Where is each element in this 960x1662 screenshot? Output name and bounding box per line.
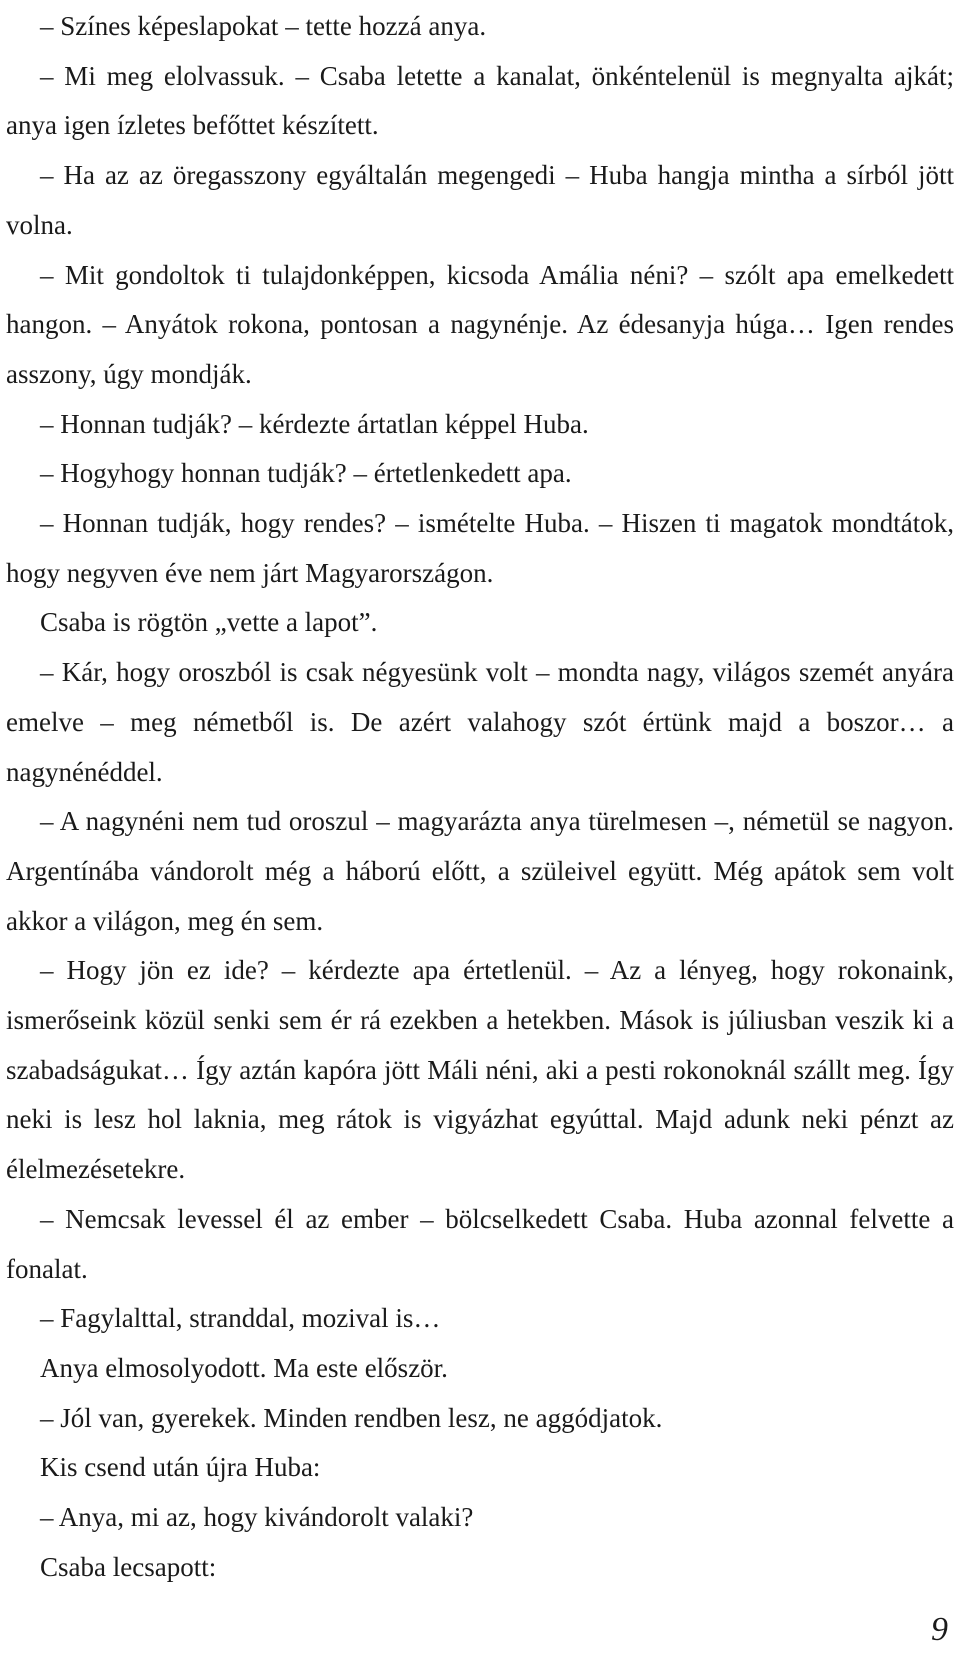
paragraph: – Mi meg elolvassuk. – Csaba letette a kanalat, önkéntelenül is megnyalta ajkát; anya igen ízletes befőttet készített. bbox=[6, 60, 954, 141]
page-number: 9 bbox=[931, 1611, 948, 1648]
paragraph: Csaba lecsapott: bbox=[40, 1551, 217, 1582]
paragraph: – Jól van, gyerekek. Minden rendben lesz, ne aggódjatok. bbox=[40, 1402, 663, 1433]
paragraph: – A nagynéni nem tud oroszul – magyarázta anya türelmesen –, németül se nagyon. Argentínába vándorolt még a háború előtt, a szüleivel együtt. Még apátok sem volt akkor a világon, meg én sem. bbox=[6, 806, 954, 936]
paragraph: – Mit gondoltok ti tulajdonképpen, kicsoda Amália néni? – szólt apa emelkedett hangon. – Anyátok rokona, pontosan a nagynénje. Az édesanyja húga… Igen rendes asszony, úgy mondják. bbox=[6, 259, 954, 389]
paragraph: – Honnan tudják? – kérdezte ártatlan képpel Huba. bbox=[40, 408, 589, 439]
body-text bbox=[6, 0, 954, 1593]
paragraph: – Hogyhogy honnan tudják? – értetlenkedett apa. bbox=[40, 458, 572, 489]
paragraph: Csaba is rögtön „vette a lapot”. bbox=[40, 607, 378, 638]
paragraph: Kis csend után újra Huba: bbox=[40, 1452, 321, 1483]
paragraph: – Hogy jön ez ide? – kérdezte apa értetlenül. – Az a lényeg, hogy rokonaink, ismerőseink közül senki sem ér rá ezekben a hetekben. Mások is júliusban veszik ki a szabadságukat… Így aztán kapóra jött Máli néni, aki a pesti rokonoknál szállt meg. Így neki is lesz hol laknia, meg rátok is vigyázhat egyúttal. Majd adunk neki pénzt az élelmezésetekre. bbox=[6, 955, 954, 1185]
paragraph: – Fagylalttal, stranddal, mozival is… bbox=[40, 1303, 441, 1334]
paragraph: – Anya, mi az, hogy kivándorolt valaki? bbox=[40, 1502, 474, 1533]
paragraph: – Színes képeslapokat – tette hozzá anya. bbox=[40, 11, 487, 41]
paragraph: – Honnan tudják, hogy rendes? – ismételte Huba. – Hiszen ti magatok mondtátok, hogy negyven éve nem járt Magyarországon. bbox=[6, 508, 954, 588]
paragraph: – Kár, hogy oroszból is csak négyesünk volt – mondta nagy, világos szemét anyára emelve – meg németből is. De azért valahogy szót értünk majd a boszor… a nagynénéddel. bbox=[6, 657, 954, 787]
paragraph: Anya elmosolyodott. Ma este először. bbox=[40, 1352, 448, 1383]
paragraph: – Ha az az öregasszony egyáltalán megengedi – Huba hangja mintha a sírból jött volna. bbox=[6, 160, 954, 240]
paragraph: – Nemcsak levessel él az ember – bölcselkedett Csaba. Huba azonnal felvette a fonalat. bbox=[6, 1203, 954, 1284]
